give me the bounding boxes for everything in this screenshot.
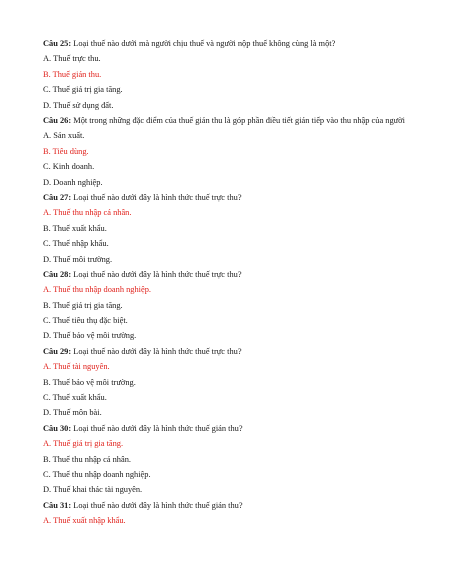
question-number: Câu 26: <box>43 115 72 125</box>
option-c: C. Thuế xuất khẩu. <box>43 393 107 403</box>
question-30 <box>43 421 408 436</box>
question-text: Loại thuế nào dưới đây là hình thức thuế gián thu? <box>71 500 243 510</box>
question-25 <box>43 36 408 51</box>
question-31 <box>43 498 408 513</box>
option-c: C. Thuế giá trị gia tăng. <box>43 85 123 95</box>
option-b-correct: B. Tiêu dùng. <box>43 146 89 156</box>
question-number: Câu 29: <box>43 346 72 356</box>
question-text: Loại thuế nào dưới đây là hình thức thuế trực thu? <box>71 269 242 279</box>
option-b: B. Thuế giá trị gia tăng. <box>43 300 123 310</box>
question-number: Câu 30: <box>43 423 72 433</box>
option-a: A. Thuế trực thu. <box>43 54 101 64</box>
option-b-correct: B. Thuế gián thu. <box>43 69 102 79</box>
question-28 <box>43 267 408 282</box>
question-text: Loại thuế nào dưới đây là hình thức thuế gián thu? <box>71 423 243 433</box>
option-b: B. Thuế xuất khẩu. <box>43 223 107 233</box>
option-d: D. Thuế khai thác tài nguyên. <box>43 485 143 495</box>
option-a-correct: A. Thuế tài nguyên. <box>43 362 110 372</box>
question-text: Một trong những đặc điểm của thuế gián thu là góp phần điều tiết gián tiếp vào thu nhập của người <box>71 115 405 125</box>
option-a-correct: A. Thuế thu nhập doanh nghiệp. <box>43 285 152 295</box>
option-b: B. Thuế bảo vệ môi trường. <box>43 377 136 387</box>
question-number: Câu 28: <box>43 269 72 279</box>
option-b: B. Thuế thu nhập cá nhân. <box>43 454 131 464</box>
question-number: Câu 27: <box>43 192 72 202</box>
option-c: C. Thuế thu nhập doanh nghiệp. <box>43 470 151 480</box>
option-d: D. Doanh nghiệp. <box>43 177 103 187</box>
option-a-correct: A. Thuế xuất nhập khẩu. <box>43 516 126 526</box>
question-26 <box>43 113 408 128</box>
question-text: Loại thuế nào dưới mà người chịu thuế và người nộp thuế không cùng là một? <box>71 39 336 48</box>
question-29 <box>43 344 408 359</box>
option-d: D. Thuế môi trường. <box>43 254 113 264</box>
option-a-correct: A. Thuế thu nhập cá nhân. <box>43 208 132 218</box>
question-27 <box>43 190 408 205</box>
option-c: C. Kinh doanh. <box>43 162 95 172</box>
option-d: D. Thuế bảo vệ môi trường. <box>43 331 137 341</box>
option-c: C. Thuế nhập khẩu. <box>43 239 109 249</box>
option-a: A. Sản xuất. <box>43 131 85 141</box>
option-d: D. Thuế sử dụng đất. <box>43 100 114 110</box>
question-text: Loại thuế nào dưới đây là hình thức thuế trực thu? <box>71 192 242 202</box>
option-a-correct: A. Thuế giá trị gia tăng. <box>43 439 124 449</box>
question-number: Câu 31: <box>43 500 72 510</box>
option-c: C. Thuế tiêu thụ đặc biệt. <box>43 316 128 326</box>
question-text: Loại thuế nào dưới đây là hình thức thuế trực thu? <box>71 346 242 356</box>
question-number: Câu 25: <box>43 39 72 48</box>
option-d: D. Thuế môn bài. <box>43 408 102 418</box>
